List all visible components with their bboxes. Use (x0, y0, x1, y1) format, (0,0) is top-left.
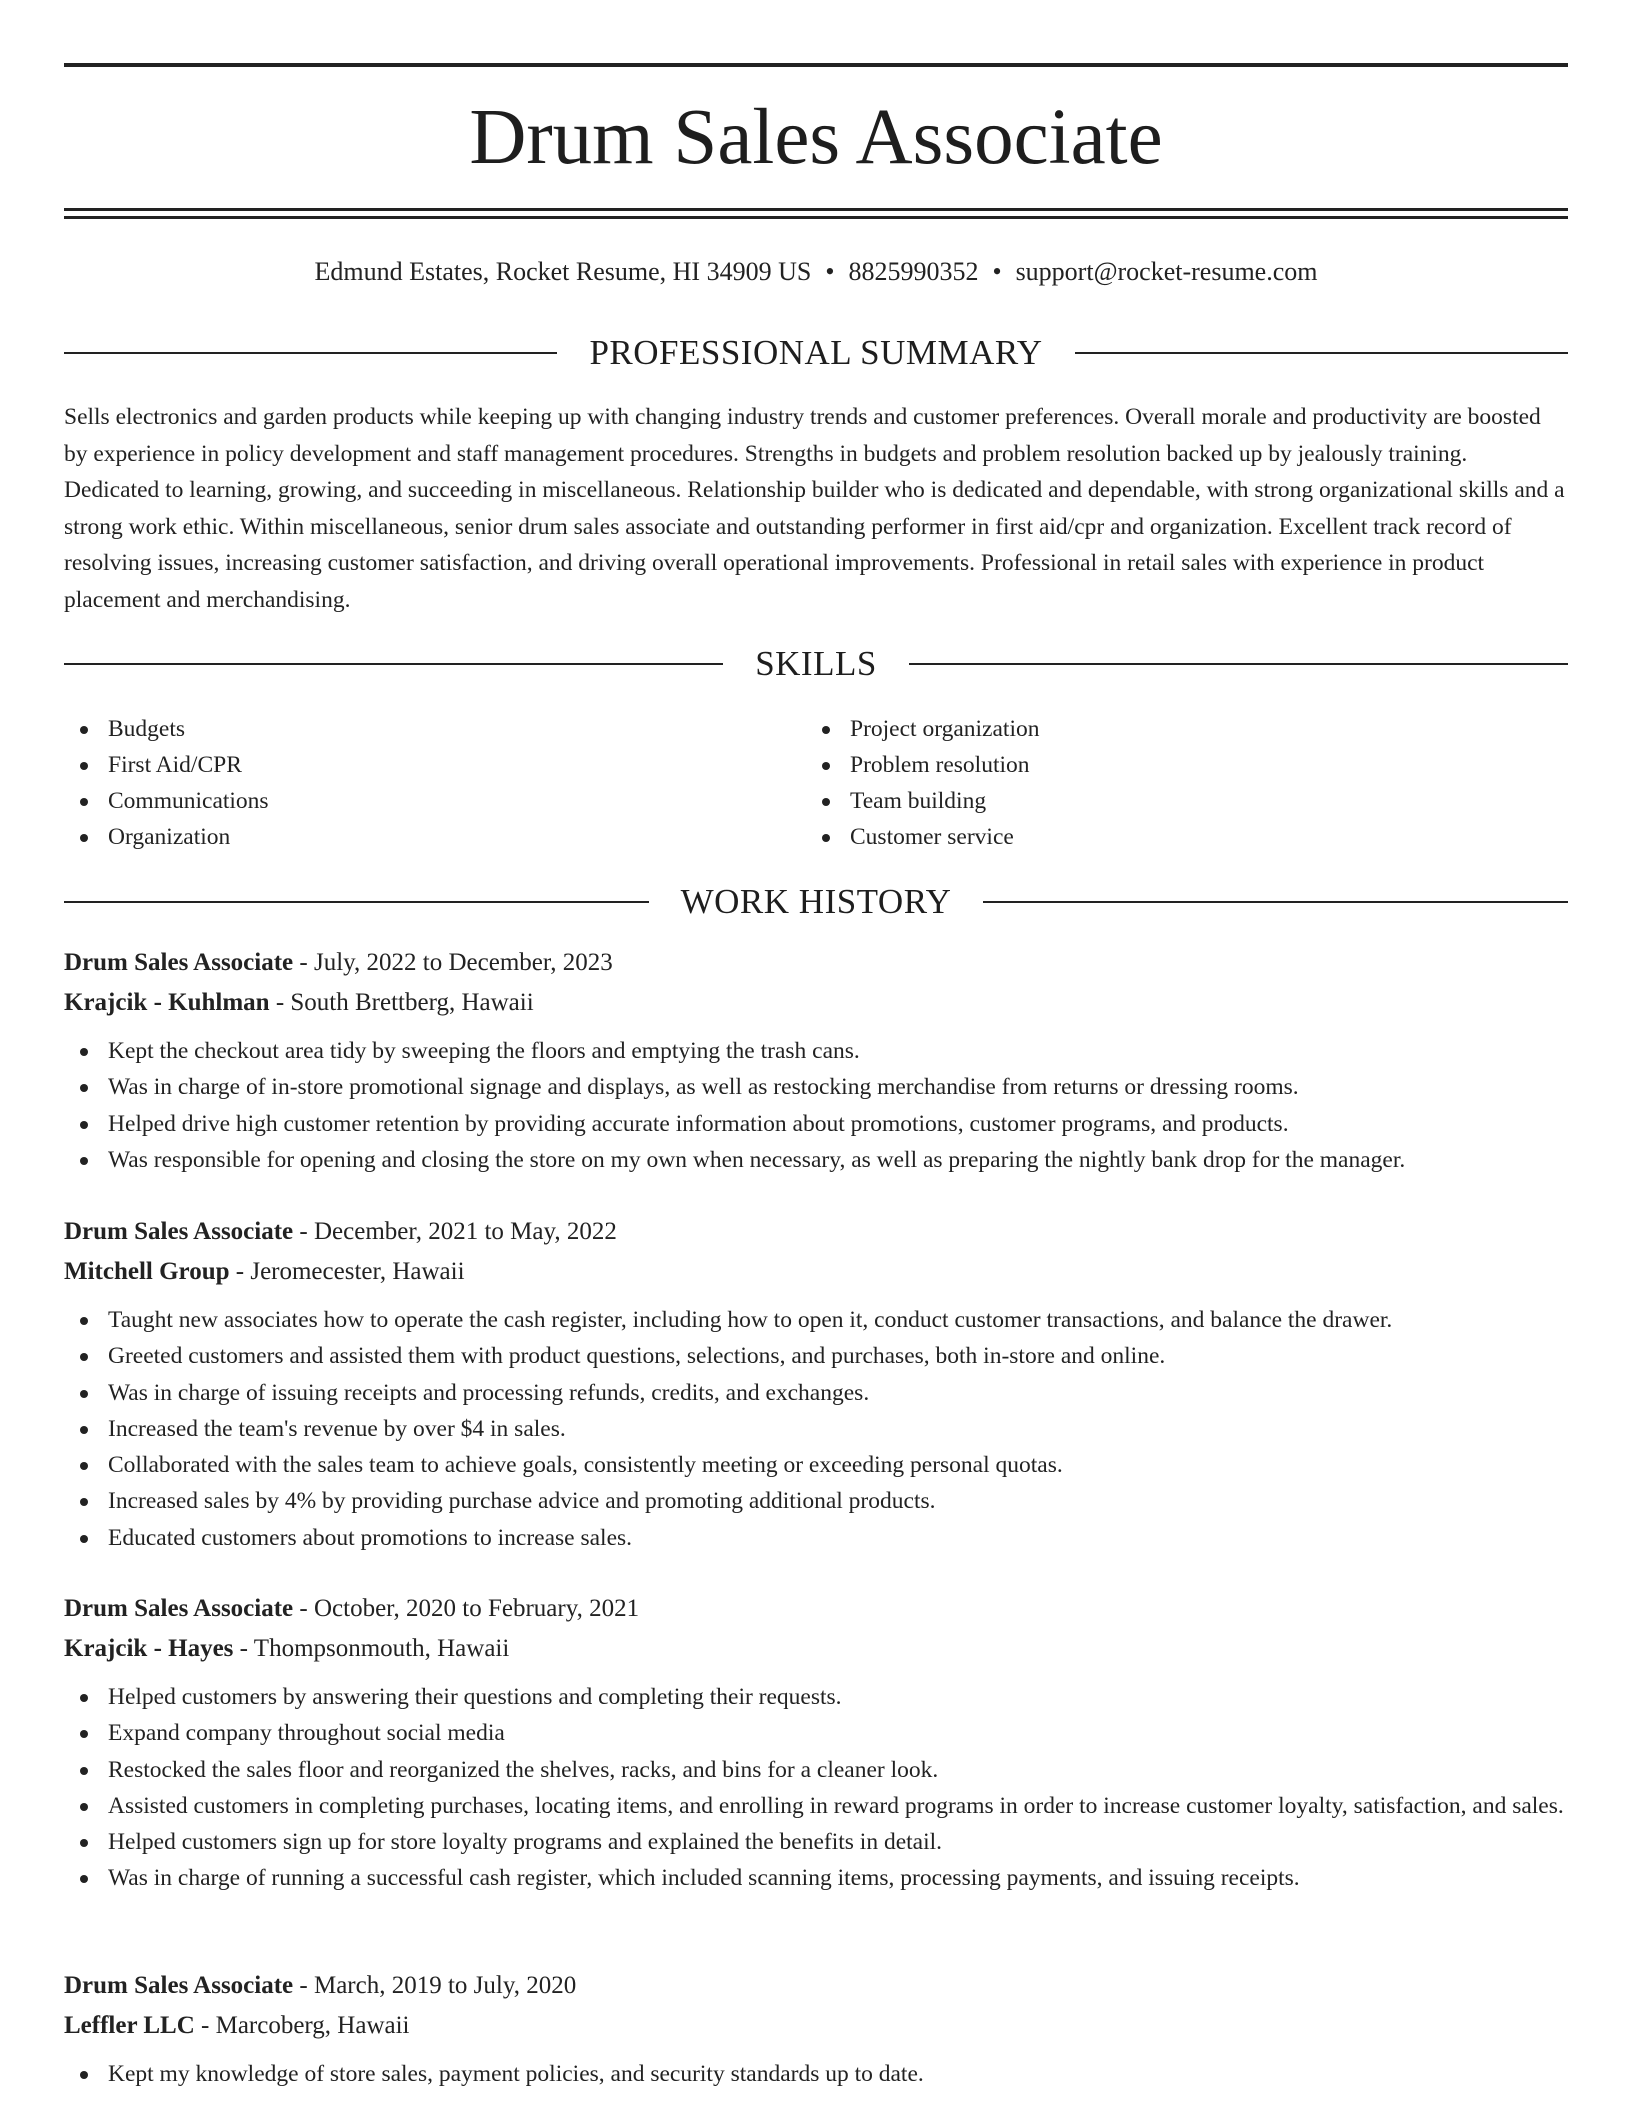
contact-separator: • (992, 257, 1002, 286)
job-company: Krajcik - Kuhlman (64, 989, 270, 1016)
heading-rule-right (909, 663, 1568, 665)
job-dates: - October, 2020 to February, 2021 (293, 1595, 640, 1622)
job-company: Leffler LLC (64, 2012, 195, 2039)
job-dates: - July, 2022 to December, 2023 (293, 949, 613, 976)
section-title: SKILLS (755, 644, 877, 683)
job-bullet: Taught new associates how to operate the cash register, including how to open it, conduct customer transactions, and balance the drawer. (64, 1302, 1568, 1338)
job-company-line (64, 983, 1568, 1023)
skill-item: Customer service (806, 819, 1039, 855)
heading-rule-left (64, 901, 649, 903)
job-entry (64, 1589, 1568, 1897)
contact-line (64, 254, 1568, 290)
skill-item: Problem resolution (806, 747, 1039, 783)
job-location: - Marcoberg, Hawaii (194, 2012, 410, 2039)
job-bullets (64, 2056, 1568, 2092)
job-location: - Thompsonmouth, Hawaii (233, 1635, 510, 1662)
skill-item: Budgets (64, 711, 269, 747)
section-title: PROFESSIONAL SUMMARY (589, 333, 1043, 372)
job-bullet: Was in charge of in-store promotional signage and displays, as well as restocking merchandise from returns or dressing rooms. (64, 1069, 1568, 1105)
job-role-line (64, 943, 1568, 983)
header-double-rule-upper (64, 208, 1568, 211)
job-title: Drum Sales Associate (64, 1218, 294, 1245)
contact-separator: • (825, 257, 835, 286)
job-company-line (64, 1629, 1568, 1669)
job-title: Drum Sales Associate (64, 1972, 294, 1999)
skill-item: Team building (806, 783, 1039, 819)
contact-address: Edmund Estates, Rocket Resume, HI 34909 US (314, 257, 812, 286)
contact-phone: 8825990352 (848, 257, 979, 286)
section-title: WORK HISTORY (680, 882, 952, 921)
job-bullet: Educated customers about promotions to increase sales. (64, 1520, 1568, 1556)
job-bullets (64, 1302, 1568, 1556)
job-entry (64, 1212, 1568, 1556)
job-bullet: Increased the team's revenue by over $4 in sales. (64, 1411, 1568, 1447)
section-heading-work-history (64, 880, 1568, 924)
job-company-line (64, 1252, 1568, 1292)
job-entry (64, 1966, 1568, 2092)
job-bullet: Helped customers sign up for store loyalty programs and explained the benefits in detail. (64, 1824, 1568, 1860)
job-company: Mitchell Group (64, 1258, 230, 1285)
job-bullet: Helped drive high customer retention by providing accurate information about promotions, customer programs, and products. (64, 1106, 1568, 1142)
job-company: Krajcik - Hayes (64, 1635, 234, 1662)
job-entry (64, 943, 1568, 1178)
job-bullet: Was in charge of issuing receipts and processing refunds, credits, and exchanges. (64, 1375, 1568, 1411)
job-role-line (64, 1212, 1568, 1252)
job-bullets (64, 1679, 1568, 1897)
job-bullet: Collaborated with the sales team to achieve goals, consistently meeting or exceeding personal quotas. (64, 1447, 1568, 1483)
job-title: Drum Sales Associate (64, 1595, 294, 1622)
job-bullet: Greeted customers and assisted them with product questions, selections, and purchases, both in-store and online. (64, 1338, 1568, 1374)
job-dates: - December, 2021 to May, 2022 (293, 1218, 617, 1245)
job-bullet: Kept the checkout area tidy by sweeping the floors and emptying the trash cans. (64, 1033, 1568, 1069)
job-bullet: Was responsible for opening and closing the store on my own when necessary, as well as preparing the nightly bank drop for the manager. (64, 1142, 1568, 1178)
job-bullets (64, 1033, 1568, 1178)
skill-item: Project organization (806, 711, 1039, 747)
skills-column-right (806, 711, 1039, 855)
job-bullet: Expand company throughout social media (64, 1715, 1568, 1751)
section-heading-summary (64, 331, 1568, 375)
job-bullet: Was in charge of running a successful cash register, which included scanning items, processing payments, and issuing receipts. (64, 1860, 1568, 1896)
skill-item: Organization (64, 819, 269, 855)
resume-title: Drum Sales Associate (469, 94, 1163, 181)
job-bullet: Increased sales by 4% by providing purchase advice and promoting additional products. (64, 1483, 1568, 1519)
header-top-rule (64, 63, 1568, 67)
job-role-line (64, 1966, 1568, 2006)
section-heading-skills (64, 642, 1568, 686)
heading-rule-right (1075, 352, 1568, 354)
skill-item: Communications (64, 783, 269, 819)
job-location: - Jeromecester, Hawaii (229, 1258, 465, 1285)
job-company-line (64, 2006, 1568, 2046)
heading-rule-right (983, 901, 1568, 903)
job-bullet: Assisted customers in completing purchases, locating items, and enrolling in reward programs in order to increase customer loyalty, satisfaction, and sales. (64, 1788, 1568, 1824)
heading-rule-left (64, 663, 723, 665)
summary-text: Sells electronics and garden products while keeping up with changing industry trends and customer preferences. Overall morale and productivity are boosted by experience in policy development and staff management procedures. Strengths in budgets and problem resolution backed up by jealously training. Dedicated to learning, growing, and succeeding in miscellaneous. Relationship builder who is dedicated and dependable, with strong organizational skills and a strong work ethic. Within miscellaneous, senior drum sales associate and outstanding performer in first aid/cpr and organization. Excellent track record of resolving issues, increasing customer satisfaction, and driving overall operational improvements. Professional in retail sales with experience in product placement and merchandising. (64, 404, 1565, 613)
contact-email[interactable]: support@rocket-resume.com (1015, 257, 1318, 286)
job-bullet: Kept my knowledge of store sales, payment policies, and security standards up to date. (64, 2056, 1568, 2092)
job-bullet: Restocked the sales floor and reorganized the shelves, racks, and bins for a cleaner look. (64, 1752, 1568, 1788)
job-title: Drum Sales Associate (64, 949, 294, 976)
job-location: - South Brettberg, Hawaii (269, 989, 534, 1016)
heading-rule-left (64, 352, 557, 354)
skill-item: First Aid/CPR (64, 747, 269, 783)
skills-column-left (64, 711, 269, 855)
header-double-rule-lower (64, 216, 1568, 219)
job-dates: - March, 2019 to July, 2020 (293, 1972, 577, 1999)
job-role-line (64, 1589, 1568, 1629)
job-bullet: Helped customers by answering their questions and completing their requests. (64, 1679, 1568, 1715)
